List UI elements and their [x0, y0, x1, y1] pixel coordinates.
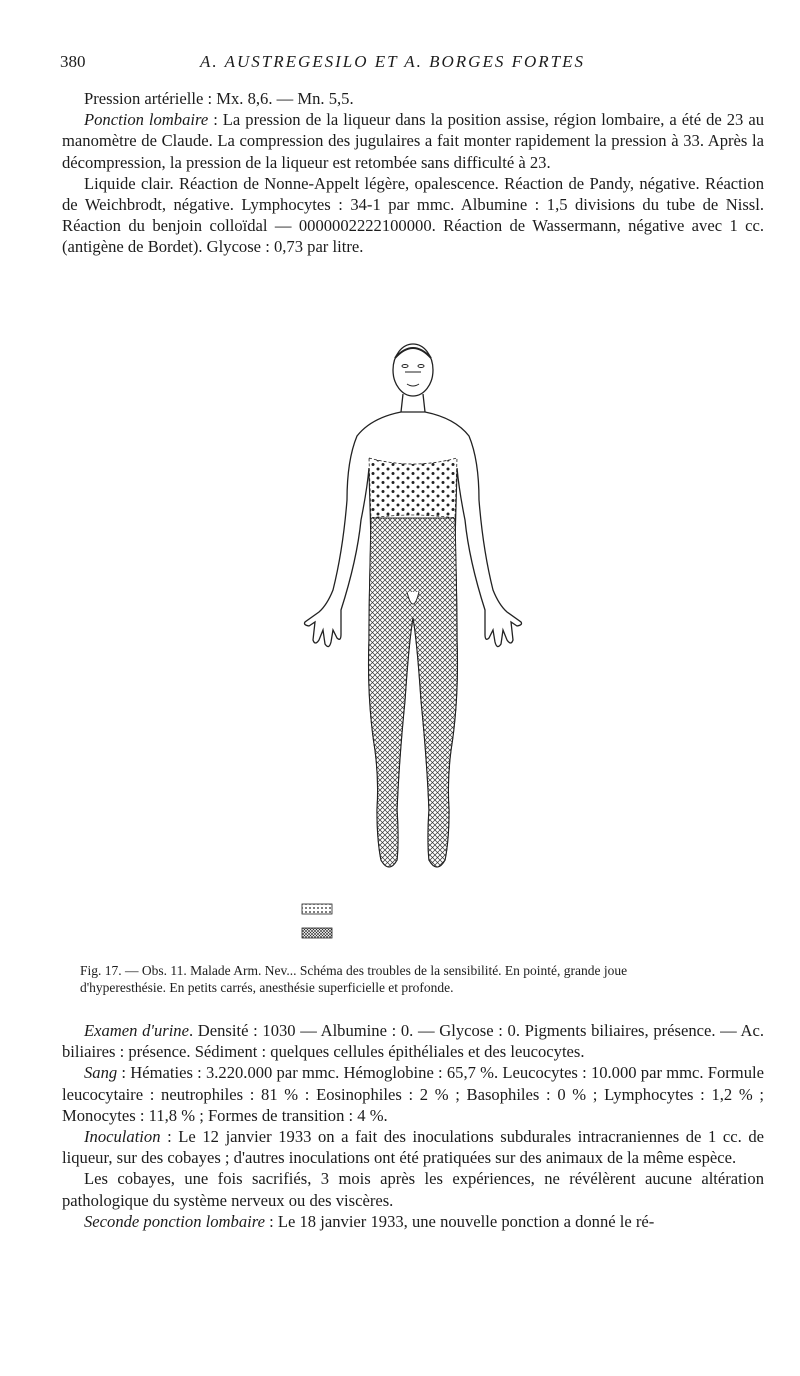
lumbar-puncture-label: Ponction lombaire	[84, 110, 209, 130]
legend-swatch-dots	[302, 904, 332, 914]
inoculation-label: Inoculation	[84, 1127, 161, 1147]
second-puncture-label: Seconde ponction lombaire	[84, 1211, 265, 1231]
caption-line-2: d'hyperesthésie. En petits carrés, anesthésie superficielle et profonde.	[80, 980, 454, 995]
legend-swatch-squares	[302, 928, 332, 938]
head-outline	[393, 344, 433, 396]
paragraph-pressure: Pression artérielle : Mx. 8,6. — Mn. 5,5.	[84, 89, 354, 108]
figure-caption	[80, 962, 770, 996]
bottom-text-block	[62, 1020, 764, 1232]
paragraph-inoculation	[62, 1126, 764, 1168]
blood-label: Sang	[84, 1063, 118, 1083]
blood-text: : Hématies : 3.220.000 par mmc. Hémoglobine : 65,7 %. Leucocytes : 10.000 par mmc. Formule leucocytaire : neutrophiles : 81 % : Eosinophiles : 2 % ; Basophiles : 0 % ; Lymphocytes : 1,2 % ; Monocytes : 11,8 % ; Formes de transition : 4 %.	[62, 1063, 764, 1125]
paragraph-urine	[62, 1020, 764, 1062]
running-head: A. AUSTREGESILO ET A. BORGES FORTES	[200, 52, 585, 71]
top-text-block	[62, 88, 764, 258]
paragraph-guinea-pigs: Les cobayes, une fois sacrifiés, 3 mois après les expériences, ne révélèrent aucune altération pathologique du système nerveux ou des viscères.	[62, 1169, 764, 1210]
paragraph-second-puncture	[62, 1211, 764, 1232]
lumbar-puncture-text: : La pression de la liqueur dans la position assise, région lombaire, a été de 23 au manomètre de Claude. La compression des jugulaires a fait monter rapidement la pression à 33. Après la décompression, la pression de la liqueur est retombée sans difficulté à 23.	[62, 110, 764, 172]
anesthesia-region	[369, 518, 458, 867]
paragraph-csf-results: Liquide clair. Réaction de Nonne-Appelt légère, opalescence. Réaction de Pandy, négative. Réaction de Weichbrodt, négative. Lymphocytes : 34-1 par mmc. Albumine : 1,5 divisions du tube de Nissl. Réaction du benjoin colloïdal — 0000002222100000. Réaction de Wassermann, négative avec 1 cc. (antigène de Bordet). Glycose : 0,73 par litre.	[62, 173, 764, 257]
paragraph-lumbar-puncture	[62, 109, 764, 173]
caption-line-1: Fig. 17. — Obs. 11. Malade Arm. Nev... Schéma des troubles de la sensibilité. En pointé, grande joue	[80, 963, 628, 978]
second-puncture-text: : Le 18 janvier 1933, une nouvelle ponction a donné le ré-	[264, 1211, 655, 1231]
hyperesthesia-region	[369, 458, 457, 518]
figure-legend	[300, 898, 336, 944]
page-number: 380	[60, 52, 86, 71]
sensibility-body-diagram	[285, 340, 545, 880]
running-header	[60, 52, 740, 76]
urine-label: Examen d'urine	[84, 1021, 189, 1040]
paragraph-blood	[62, 1062, 764, 1126]
inoculation-text: : Le 12 janvier 1933 on a fait des inoculations subdurales intracraniennes de 1 cc. de liqueur, sur des cobayes ; d'autres inoculations ont été pratiquées sur des animaux de la même espèce.	[62, 1127, 764, 1168]
urine-text: . Densité : 1030 — Albumine : 0. — Glycose : 0. Pigments biliaires, présence. — Ac. biliaires : présence. Sédiment : quelques cellules épithéliales et des leucocytes.	[62, 1021, 765, 1062]
